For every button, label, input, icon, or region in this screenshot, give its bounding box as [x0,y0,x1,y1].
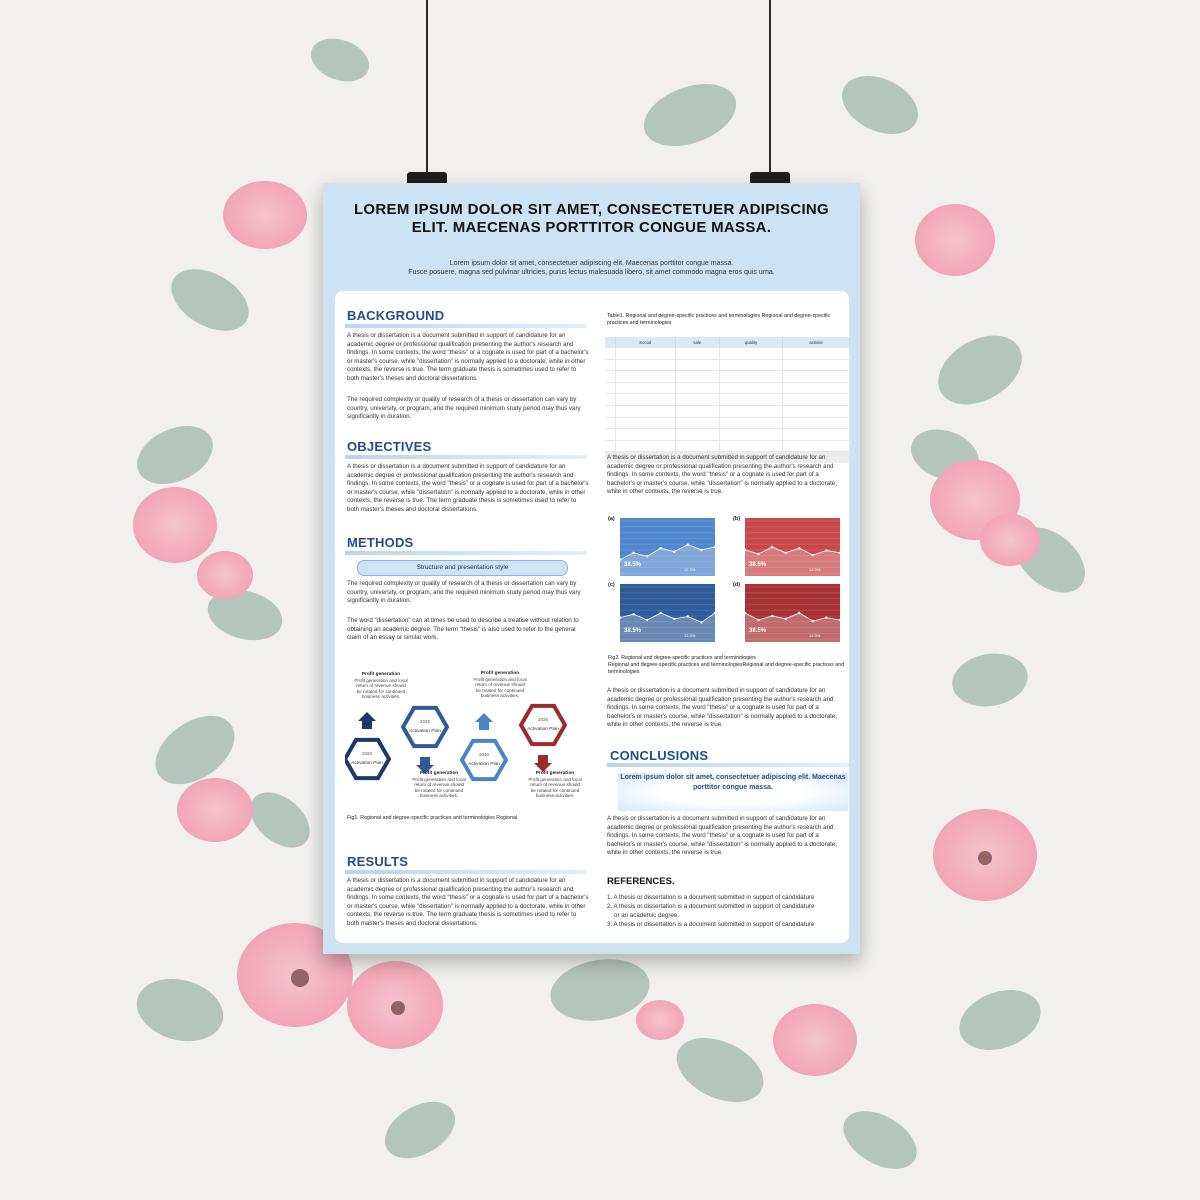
poster-subtitle-line1: Lorem ipsum dolor sit amet, consectetuer adipiscing elit. Maecenas porttitor congue massa. [449,260,734,267]
table-cell [675,371,719,383]
conclusions-heading-bar [607,763,849,767]
chart-point [812,554,814,556]
diagram-top-body-2: Profit generation and local return of revenue should be rotated for continued business activities. [473,676,527,699]
hexagon-year-3: 2030 [478,752,490,757]
data-table [605,337,850,463]
arrow-icon-1 [358,712,376,729]
conclusions-paragraph: A thesis or dissertation is a document submitted in support of candidature for an academic degree or professional qualification presenting the author's research and findings. In some contexts, the word "thesis" or a cognate is used for part of a bachelor's or master's course, while "dissertation" is normally applied to a doctorate, while in other contexts, the reverse is true. [607,815,837,857]
table-row [605,382,850,394]
hexagon-step-4 [521,706,565,744]
table-cell [615,440,675,452]
table-row [605,359,850,371]
hexagon-label-3: Activation Plan [468,762,500,767]
table-cell [615,429,675,441]
hexagon-year-4: 2035 [537,717,549,722]
fig2-caption-line2: Regional and degree-specific practices and terminologiesRegional and degree-specific practices and terminologies [608,662,845,675]
hexagon-year-1: 2020 [361,751,373,756]
area-chart-1 [620,518,715,576]
table-cell [720,405,783,417]
table-cell [675,382,719,394]
table-cell [615,359,675,371]
diagram-top-text-2 [472,671,528,699]
table-cell [675,359,719,371]
chart-point [771,615,773,617]
table-cell [615,394,675,406]
table-cell [675,405,719,417]
diagram-bottom-title-2: Profit generation [535,771,575,776]
hanging-wire-right [769,0,771,178]
objectives-heading: OBJECTIVES [347,439,432,454]
chart-point [771,546,773,548]
chart-point [825,616,827,618]
table-cell [675,394,719,406]
table-cell [783,405,850,417]
after-figure-paragraph: A thesis or dissertation is a document submitted in support of candidature for an academic degree or professional qualification presenting the author's research and findings. In some contexts, the word "thesis" or a cognate is used for part of a bachelor's or master's course, while "dissertation" is normally applied to a doctorate, while in other contexts, the reverse is true. [607,687,837,729]
table-cell [605,348,615,360]
diagram-bottom-text-1 [411,771,467,799]
hexagon-label-4: Activation Plan [527,727,559,732]
references-heading: REFERENCES. [607,876,675,887]
methods-paragraph-1: The required complexity or quality of research of a thesis or dissertation can vary by country, university, or program, and the required minimum study period may thus vary significantly in duration. [347,580,581,605]
chart-point [632,552,634,554]
table-cell [720,359,783,371]
chart-point [700,549,702,551]
table-cell [783,417,850,429]
table-row [605,405,850,417]
after-table-paragraph: A thesis or dissertation is a document submitted in support of candidature for an academic degree or professional qualification presenting the author's research and findings. In some contexts, the word "thesis" or a cognate is used for part of a bachelor's or master's course, while "dissertation" is normally applied to a doctorate, while in other contexts, the reverse is true. [607,454,837,496]
table-header-4: activite [783,337,850,348]
table-cell [720,440,783,452]
table-cell [615,405,675,417]
table-cell [605,417,615,429]
poster-title: LOREM IPSUM DOLOR SIT AMET, CONSECTETUER ADIPISCING ELIT. MAECENAS PORTTITOR CONGUE MASSA. [353,201,830,236]
table-cell [720,371,783,383]
diagram-top-body-1: Profit generation and local return of revenue should be rotated for continued business activities. [354,677,408,700]
chart-point [785,618,787,620]
background-heading-bar [345,324,587,328]
objectives-paragraph: A thesis or dissertation is a document submitted in support of candidature for an academic degree or professional qualification presenting the author's research and findings. In some contexts, the word "thesis" or a cognate is used for part of a bachelor's or master's course, while "dissertation" is normally applied to a doctorate, while in other contexts, the reverse is true. The term graduate thesis is sometimes used to refer to both master's theses and doctoral dissertations. [347,463,589,513]
diagram-bottom-title-1: Profit generation [419,771,459,776]
table-cell [783,394,850,406]
hanging-wire-left [426,0,428,178]
methods-heading: METHODS [347,535,414,550]
table-cell [720,429,783,441]
chart-point [632,613,634,615]
fig2-caption-line1: Fig2. Regional and degree-specific practices and terminologies [608,655,756,661]
chart-panel-label-2: (b) [733,516,741,522]
arrow-icon-4 [534,755,552,772]
table-cell [675,429,719,441]
table-cell [605,371,615,383]
table-cell [720,394,783,406]
chart-point [673,618,675,620]
diagram-bottom-text-2 [527,771,583,799]
chart-point [757,619,759,621]
background-paragraph-1: A thesis or dissertation is a document submitted in support of candidature for an academic degree or professional qualification presenting the author's research and findings. In some contexts, the word "thesis" or a cognate is used for part of a bachelor's or master's course, while "dissertation" is normally applied to a doctorate, while in other contexts, the reverse is true. The term graduate thesis is sometimes used to refer to both master's theses and doctoral dissertations. [347,332,589,382]
hexagon-step-1 [345,740,389,778]
chart-point [700,621,702,623]
chart-point [825,549,827,551]
table-cell [615,417,675,429]
table-cell [675,348,719,360]
table-header-0 [605,337,615,348]
table-row [605,394,850,406]
table-cell [605,440,615,452]
table-header-2: sale [675,337,719,348]
table1-caption: Table1. Regional and degree-specific practices and terminologies Regional and degree-specific practices and terminologies [607,313,831,326]
chart-point [798,547,800,549]
table-cell [605,394,615,406]
methods-pill-label: Structure and presentation style [357,560,568,576]
chart-point [812,620,814,622]
table-cell [605,359,615,371]
table-cell [783,371,850,383]
chart-data-label-1: 38.5% [749,562,767,568]
table-cell [615,371,675,383]
table-cell [720,417,783,429]
table-cell [605,429,615,441]
area-chart-4 [745,584,840,642]
reference-1: 1. A thesis or dissertation is a document submitted in support of candidature [607,894,815,901]
chart-point [673,550,675,552]
poster-content-panel [335,291,849,943]
results-heading: RESULTS [347,854,409,869]
reference-2-cont: or an academic degree. [614,912,680,919]
chart-point [757,553,759,555]
arrow-icon-3 [475,713,493,730]
table-cell [605,382,615,394]
diagram-top-title-1: Profit generation [361,672,401,677]
poster [323,183,860,954]
table-cell [720,382,783,394]
chart-point [646,555,648,557]
table-header-1: Social [615,337,675,348]
chart-point [785,552,787,554]
conclusions-highlight: Lorem ipsum dolor sit amet, consectetuer adipiscing elit. Maecenas porttitor congue massa. [618,773,848,811]
reference-2: 2. A thesis or dissertation is a document submitted in support of candidature [607,903,815,910]
table-row [605,417,850,429]
diagram-top-text-1 [353,672,409,700]
table-row [605,440,850,452]
table-cell [783,382,850,394]
table-cell [675,417,719,429]
chart-data-label-2: 12.3% [684,567,696,572]
chart-data-label-1: 38.5% [749,628,767,634]
conclusions-heading: CONCLUSIONS [610,748,709,763]
chart-data-label-1: 38.5% [624,628,642,634]
chart-point [687,543,689,545]
chart-data-label-2: 12.3% [684,633,696,638]
poster-subtitle [343,259,840,277]
area-chart-3 [620,584,715,642]
chart-data-label-1: 38.5% [624,562,642,568]
table-cell [615,382,675,394]
diagram-bottom-body-1: Profit generation and local return of revenue should be rotated for continued business activities. [412,776,466,799]
hexagon-year-2: 2025 [419,719,431,724]
table-row [605,371,850,383]
chart-point [798,612,800,614]
hexagon-step-3 [462,741,506,779]
hexagon-step-2 [403,708,447,746]
chart-point [687,615,689,617]
poster-subtitle-line2: Fusce posuere, magna sed pulvinar ultricies, purus lectus malesuada libero, sit amet commodo magna eros quis urna. [408,269,775,276]
table-cell [675,440,719,452]
chart-point [660,547,662,549]
methods-heading-bar [345,551,587,555]
table-cell [615,348,675,360]
objectives-heading-bar [345,455,587,459]
fig1-caption: Fig1. Regional and degree-specific practices and terminologies Regional [347,815,518,821]
chart-point [646,619,648,621]
hexagon-label-2: Activation Plan [409,729,441,734]
table-row [605,429,850,441]
table-cell [783,348,850,360]
area-chart-2 [745,518,840,576]
diagram-top-title-2: Profit generation [480,671,520,676]
table-cell [783,440,850,452]
hexagon-label-1: Activation Plan [351,761,383,766]
table-header-3: quality [720,337,783,348]
chart-data-label-2: 12.3% [809,567,821,572]
chart-data-label-2: 12.3% [809,633,821,638]
chart-panel-label-1: (a) [608,516,615,522]
table-cell [783,429,850,441]
diagram-bottom-body-2: Profit generation and local return of revenue should be rotated for continued business activities. [528,776,582,799]
background-paragraph-2: The required complexity or quality of research of a thesis or dissertation can vary by country, university, or program, and the required minimum study period may thus vary significantly in duration. [347,396,581,421]
methods-paragraph-2: The word "dissertation" can at times be used to describe a treatise without relation to obtaining an academic degree. The term "thesis" is also used to refer to the general claim of an essay or similar work. [347,617,579,642]
reference-3: 3. A thesis or dissertation is a document submitted in support of candidature [607,921,815,928]
chart-panel-label-3: (c) [608,582,615,588]
results-heading-bar [345,870,587,874]
results-paragraph: A thesis or dissertation is a document submitted in support of candidature for an academic degree or professional qualification presenting the author's research and findings. In some contexts, the word "thesis" or a cognate is used for part of a bachelor's or master's course, while "dissertation" is normally applied to a doctorate, while in other contexts, the reverse is true. The term graduate thesis is sometimes used to refer to both master's theses and doctoral dissertations. [347,877,589,927]
chart-point [660,612,662,614]
background-heading: BACKGROUND [347,308,445,323]
table-cell [605,405,615,417]
table-row [605,348,850,360]
table-cell [783,359,850,371]
chart-panel-label-4: (d) [733,582,741,588]
table-cell [720,348,783,360]
